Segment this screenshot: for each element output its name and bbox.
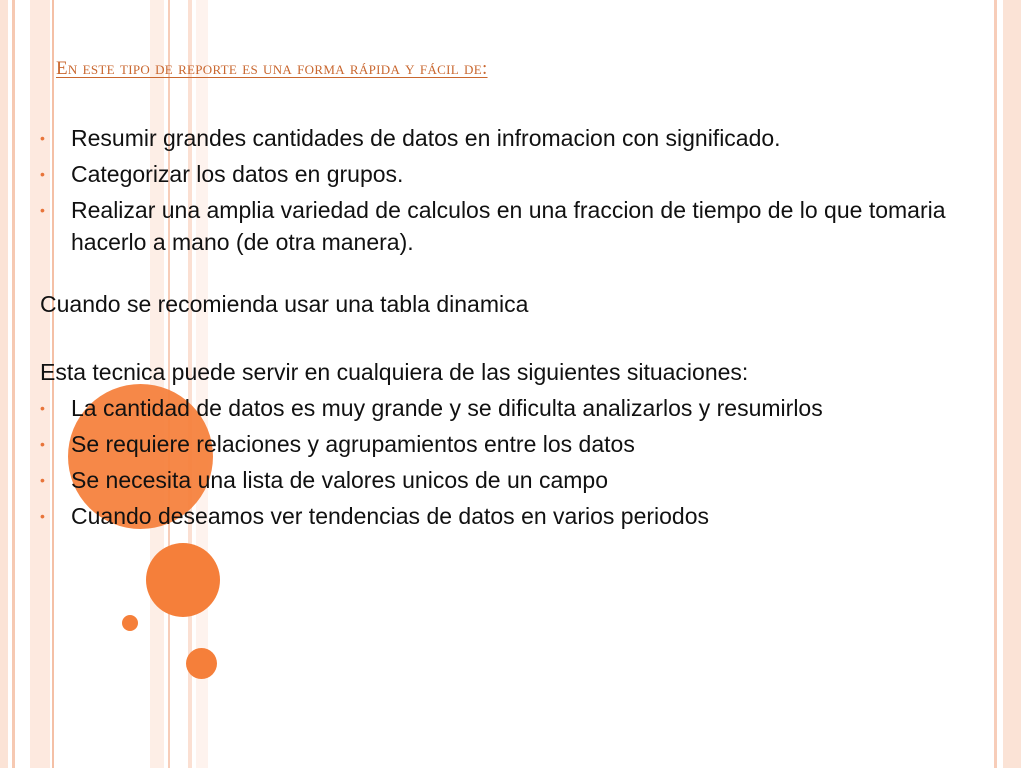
slide-title: En este tipo de reporte es una forma rápida y fácil de:: [56, 58, 488, 79]
list-item: [40, 392, 990, 424]
situation-bullet-list: [40, 392, 990, 532]
paragraph-recommendation: Cuando se recomienda usar una tabla dinamica: [40, 291, 529, 317]
list-item: [40, 500, 990, 532]
list-item-text: Cuando deseamos ver tendencias de datos en varios periodos: [71, 503, 710, 529]
decorative-stripe: [994, 0, 997, 768]
bullet-icon: •: [40, 166, 45, 182]
decorative-circle-dot: [186, 648, 217, 679]
list-item-text: La cantidad de datos es muy grande y se dificulta analizarlos y resumirlos: [71, 395, 823, 421]
decorative-stripe: [12, 0, 15, 768]
list-item-text: Realizar una amplia variedad de calculos en una fraccion de tiempo de lo que tomaria hacerlo a mano (de otra manera).: [71, 197, 946, 255]
bullet-icon: •: [40, 436, 45, 452]
slide-body: [40, 122, 990, 536]
list-item-text: Se necesita una lista de valores unicos de un campo: [71, 467, 608, 493]
bullet-icon: •: [40, 202, 45, 218]
decorative-circle-small: [122, 615, 138, 631]
list-item: [40, 464, 990, 496]
list-item-text: Resumir grandes cantidades de datos en infromacion con significado.: [71, 125, 781, 151]
list-item: [40, 158, 990, 190]
list-item: [40, 428, 990, 460]
list-item-text: Se requiere relaciones y agrupamientos entre los datos: [71, 431, 635, 457]
decorative-stripe: [0, 0, 8, 768]
list-item: [40, 122, 990, 154]
decorative-stripe: [1003, 0, 1021, 768]
list-item: [40, 194, 990, 258]
bullet-icon: •: [40, 508, 45, 524]
bullet-icon: •: [40, 400, 45, 416]
bullet-icon: •: [40, 130, 45, 146]
paragraph-situations: Esta tecnica puede servir en cualquiera de las siguientes situaciones:: [40, 359, 749, 385]
list-item-text: Categorizar los datos en grupos.: [71, 161, 404, 187]
intro-bullet-list: [40, 122, 990, 258]
bullet-icon: •: [40, 472, 45, 488]
decorative-circle-medium: [146, 543, 220, 617]
